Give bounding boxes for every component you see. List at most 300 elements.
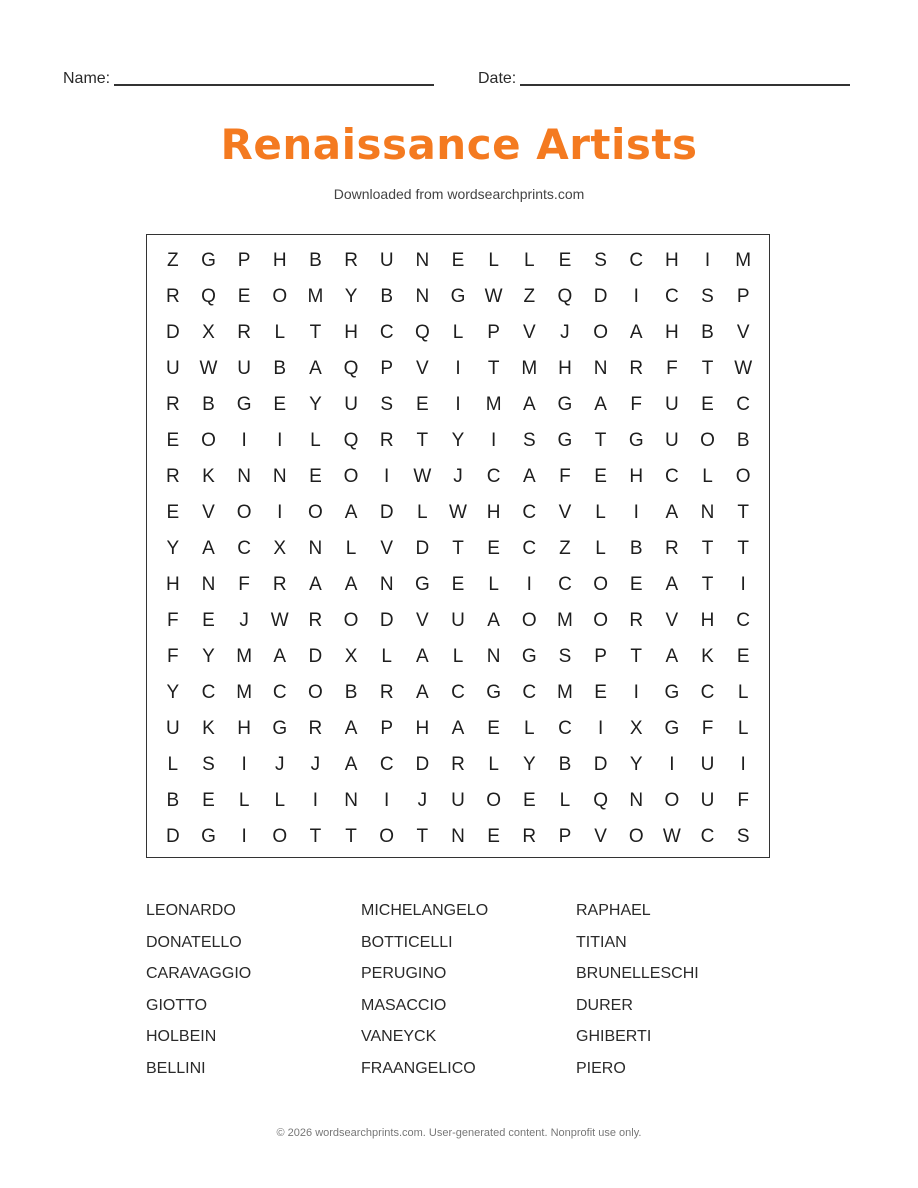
grid-cell[interactable]: Q: [201, 286, 216, 307]
grid-cell[interactable]: E: [451, 250, 465, 271]
grid-cell[interactable]: U: [700, 790, 715, 811]
grid-cell[interactable]: S: [701, 286, 714, 307]
grid-cell[interactable]: V: [416, 610, 429, 631]
date-line[interactable]: [520, 84, 850, 86]
grid-cell[interactable]: V: [594, 826, 607, 847]
grid-cell[interactable]: E: [629, 574, 643, 595]
grid-cell[interactable]: T: [309, 826, 322, 847]
grid-cell[interactable]: D: [415, 538, 430, 559]
grid-cell[interactable]: E: [237, 286, 251, 307]
grid-cell[interactable]: I: [241, 826, 247, 847]
grid-cell[interactable]: W: [484, 286, 503, 307]
grid-cell[interactable]: B: [701, 322, 714, 343]
grid-cell[interactable]: V: [202, 502, 215, 523]
grid-cell[interactable]: X: [629, 718, 643, 739]
grid-cell[interactable]: G: [628, 430, 644, 451]
grid-cell[interactable]: O: [593, 574, 608, 595]
grid-cell[interactable]: R: [379, 430, 394, 451]
grid-cell[interactable]: T: [630, 646, 643, 667]
grid-cell[interactable]: L: [452, 322, 464, 343]
grid-cell[interactable]: N: [237, 466, 251, 487]
grid-cell[interactable]: E: [166, 502, 180, 523]
word-list-item: FRAANGELICO: [361, 1059, 476, 1077]
grid-cell[interactable]: L: [167, 754, 179, 775]
grid-cell[interactable]: I: [241, 754, 247, 775]
grid-cell[interactable]: E: [594, 682, 607, 703]
grid-cell[interactable]: D: [593, 754, 608, 775]
grid-cell[interactable]: D: [379, 502, 394, 523]
grid-cell[interactable]: S: [380, 394, 394, 415]
grid-cell[interactable]: O: [664, 790, 680, 811]
grid-cell[interactable]: E: [522, 790, 536, 811]
word-list-item: CARAVAGGIO: [146, 965, 252, 983]
grid-cell[interactable]: G: [557, 394, 573, 415]
grid-cell[interactable]: G: [664, 682, 680, 703]
grid-cell[interactable]: D: [165, 826, 180, 847]
grid-cell[interactable]: L: [595, 502, 606, 523]
grid-cell[interactable]: Z: [559, 538, 571, 559]
grid-cell[interactable]: I: [740, 754, 746, 775]
grid-cell[interactable]: T: [452, 538, 464, 559]
grid-cell[interactable]: E: [487, 538, 500, 559]
grid-cell[interactable]: M: [557, 610, 573, 631]
grid-cell[interactable]: Y: [344, 286, 358, 307]
grid-cell[interactable]: L: [488, 574, 499, 595]
grid-cell[interactable]: P: [487, 322, 500, 343]
grid-cell[interactable]: A: [665, 502, 679, 523]
grid-cell[interactable]: J: [275, 754, 285, 775]
grid-cell[interactable]: B: [202, 394, 215, 415]
grid-cell[interactable]: N: [593, 358, 608, 379]
grid-cell[interactable]: T: [737, 502, 749, 523]
grid-cell[interactable]: I: [277, 502, 283, 523]
grid-cell[interactable]: B: [273, 358, 287, 379]
grid-cell[interactable]: C: [486, 466, 501, 487]
grid-cell[interactable]: R: [665, 538, 679, 559]
grid-cell[interactable]: G: [450, 286, 466, 307]
grid-cell[interactable]: G: [486, 682, 502, 703]
grid-cell[interactable]: R: [522, 826, 537, 847]
grid-cell[interactable]: D: [165, 322, 180, 343]
grid-cell[interactable]: P: [594, 646, 607, 667]
grid-cell[interactable]: I: [241, 430, 247, 451]
grid-cell[interactable]: G: [521, 646, 537, 667]
name-line[interactable]: [114, 84, 434, 86]
grid-cell[interactable]: H: [165, 574, 180, 595]
grid-cell[interactable]: W: [199, 358, 218, 379]
grid-cell[interactable]: U: [451, 790, 465, 811]
grid-cell[interactable]: R: [379, 682, 394, 703]
grid-cell[interactable]: U: [165, 358, 180, 379]
grid-cell[interactable]: R: [272, 574, 287, 595]
grid-cell[interactable]: H: [558, 358, 572, 379]
grid-cell[interactable]: S: [736, 826, 750, 847]
grid-cell[interactable]: F: [666, 358, 678, 379]
grid-cell[interactable]: R: [165, 466, 180, 487]
grid-cell[interactable]: B: [558, 754, 572, 775]
grid-cell[interactable]: O: [343, 610, 359, 631]
date-field[interactable]: [478, 68, 850, 90]
word-list-item: RAPHAEL: [576, 902, 651, 919]
grid-cell[interactable]: U: [665, 430, 679, 451]
grid-cell[interactable]: O: [735, 466, 751, 487]
grid-cell[interactable]: R: [237, 322, 251, 343]
grid-cell[interactable]: A: [487, 610, 500, 631]
grid-cell[interactable]: A: [629, 322, 643, 343]
grid-cell[interactable]: T: [701, 538, 714, 559]
grid-cell[interactable]: O: [308, 682, 323, 703]
grid-cell[interactable]: Q: [414, 322, 430, 343]
grid-cell[interactable]: E: [166, 430, 180, 451]
grid-cell[interactable]: L: [274, 790, 286, 811]
grid-cell[interactable]: I: [633, 682, 639, 703]
grid-cell[interactable]: I: [669, 754, 675, 775]
grid-cell[interactable]: L: [310, 430, 321, 451]
grid-cell[interactable]: V: [380, 538, 394, 559]
grid-cell[interactable]: C: [237, 538, 251, 559]
grid-cell[interactable]: W: [270, 610, 289, 631]
grid-cell[interactable]: P: [736, 286, 750, 307]
grid-cell[interactable]: G: [236, 394, 252, 415]
grid-cell[interactable]: O: [593, 610, 608, 631]
grid-cell[interactable]: W: [734, 358, 753, 379]
grid-cell[interactable]: A: [344, 718, 358, 739]
grid-cell[interactable]: C: [522, 682, 537, 703]
grid-cell[interactable]: Y: [166, 682, 180, 703]
grid-cell[interactable]: U: [700, 754, 715, 775]
grid-cell[interactable]: E: [701, 394, 714, 415]
grid-cell[interactable]: K: [202, 466, 215, 487]
grid-cell[interactable]: M: [557, 682, 573, 703]
grid-cell[interactable]: I: [633, 502, 639, 523]
grid-cell[interactable]: Q: [343, 430, 359, 451]
grid-cell[interactable]: C: [700, 682, 715, 703]
grid-cell[interactable]: I: [455, 394, 461, 415]
grid-cell[interactable]: A: [665, 646, 679, 667]
grid-cell[interactable]: B: [380, 286, 394, 307]
grid-cell[interactable]: C: [558, 718, 572, 739]
grid-cell[interactable]: C: [451, 682, 465, 703]
grid-cell[interactable]: R: [308, 610, 323, 631]
grid-cell[interactable]: P: [237, 250, 251, 271]
grid-cell[interactable]: W: [413, 466, 432, 487]
grid-cell[interactable]: O: [272, 286, 288, 307]
grid-cell[interactable]: A: [522, 394, 536, 415]
grid-cell[interactable]: E: [736, 646, 750, 667]
grid-cell[interactable]: O: [486, 790, 502, 811]
grid-cell[interactable]: L: [524, 250, 535, 271]
grid-cell[interactable]: C: [558, 574, 572, 595]
grid-cell[interactable]: T: [594, 430, 607, 451]
grid-cell[interactable]: F: [701, 718, 714, 739]
grid-cell[interactable]: H: [272, 250, 287, 271]
grid-cell[interactable]: B: [309, 250, 322, 271]
grid-cell[interactable]: A: [416, 682, 429, 703]
grid-cell[interactable]: H: [629, 466, 644, 487]
grid-cell[interactable]: O: [272, 826, 288, 847]
grid-cell[interactable]: K: [202, 718, 215, 739]
grid-cell[interactable]: L: [345, 538, 357, 559]
grid-cell[interactable]: G: [201, 826, 216, 847]
grid-cell[interactable]: T: [416, 430, 429, 451]
grid-cell[interactable]: D: [308, 646, 323, 667]
grid-cell[interactable]: C: [522, 502, 537, 523]
grid-cell[interactable]: H: [486, 502, 501, 523]
grid-cell[interactable]: Q: [343, 358, 359, 379]
grid-cell[interactable]: I: [455, 358, 461, 379]
word-list-item: BRUNELLESCHI: [576, 965, 699, 983]
grid-cell[interactable]: C: [272, 682, 287, 703]
grid-cell[interactable]: N: [379, 574, 394, 595]
grid-cell[interactable]: H: [700, 610, 715, 631]
grid-cell[interactable]: L: [737, 718, 749, 739]
grid-cell[interactable]: A: [665, 574, 679, 595]
grid-cell[interactable]: H: [344, 322, 358, 343]
grid-cell[interactable]: T: [701, 358, 714, 379]
grid-cell[interactable]: O: [379, 826, 395, 847]
grid-cell[interactable]: U: [665, 394, 679, 415]
grid-cell[interactable]: T: [416, 826, 429, 847]
grid-cell[interactable]: Y: [309, 394, 322, 415]
grid-cell[interactable]: M: [236, 682, 253, 703]
grid-cell[interactable]: E: [273, 394, 287, 415]
grid-cell[interactable]: V: [522, 322, 536, 343]
page-title: Renaissance Artists: [220, 120, 698, 169]
grid-cell[interactable]: D: [593, 286, 608, 307]
grid-cell[interactable]: V: [416, 358, 429, 379]
grid-cell[interactable]: A: [594, 394, 607, 415]
grid-cell[interactable]: I: [312, 790, 319, 811]
grid-cell[interactable]: F: [737, 790, 749, 811]
grid-cell[interactable]: T: [701, 574, 714, 595]
grid-cell[interactable]: E: [487, 826, 500, 847]
grid-cell[interactable]: U: [165, 718, 180, 739]
grid-cell[interactable]: C: [665, 286, 679, 307]
grid-cell[interactable]: G: [557, 430, 573, 451]
grid-cell[interactable]: N: [415, 286, 430, 307]
grid-cell[interactable]: X: [344, 646, 358, 667]
grid-cell[interactable]: C: [379, 754, 394, 775]
grid-cell[interactable]: W: [662, 826, 681, 847]
grid-cell[interactable]: P: [380, 358, 394, 379]
grid-cell[interactable]: O: [236, 502, 252, 523]
grid-cell[interactable]: D: [379, 610, 394, 631]
grid-cell[interactable]: F: [559, 466, 571, 487]
grid-cell[interactable]: B: [166, 790, 180, 811]
grid-cell[interactable]: U: [451, 610, 465, 631]
grid-cell[interactable]: U: [344, 394, 358, 415]
grid-cell[interactable]: H: [665, 322, 679, 343]
grid-cell[interactable]: D: [415, 754, 430, 775]
grid-cell[interactable]: L: [524, 718, 535, 739]
grid-cell[interactable]: J: [239, 610, 249, 631]
grid-cell[interactable]: Z: [523, 286, 536, 307]
grid-cell[interactable]: V: [736, 322, 750, 343]
grid-cell[interactable]: C: [629, 250, 644, 271]
grid-cell[interactable]: S: [522, 430, 536, 451]
grid-cell[interactable]: A: [344, 502, 358, 523]
grid-cell[interactable]: A: [309, 574, 322, 595]
grid-cell[interactable]: R: [629, 358, 644, 379]
grid-cell[interactable]: N: [415, 250, 430, 271]
grid-cell[interactable]: E: [202, 610, 215, 631]
grid-cell[interactable]: C: [736, 394, 751, 415]
grid-cell[interactable]: Q: [557, 286, 573, 307]
grid-cell[interactable]: N: [700, 502, 715, 523]
grid-cell[interactable]: F: [630, 394, 643, 415]
grid-cell[interactable]: W: [449, 502, 467, 523]
grid-cell[interactable]: S: [558, 646, 572, 667]
grid-cell[interactable]: A: [344, 574, 358, 595]
grid-cell[interactable]: C: [700, 826, 715, 847]
grid-cell[interactable]: M: [485, 394, 502, 415]
grid-cell[interactable]: H: [415, 718, 430, 739]
grid-cell[interactable]: U: [379, 250, 394, 271]
grid-cell[interactable]: Y: [629, 754, 643, 775]
grid-cell[interactable]: G: [272, 718, 288, 739]
grid-cell[interactable]: N: [451, 826, 465, 847]
grid-cell[interactable]: R: [629, 610, 644, 631]
grid-cell[interactable]: M: [521, 358, 538, 379]
grid-cell[interactable]: L: [702, 466, 713, 487]
grid-cell[interactable]: X: [202, 322, 215, 343]
grid-cell[interactable]: O: [343, 466, 359, 487]
grid-cell[interactable]: O: [308, 502, 323, 523]
grid-cell[interactable]: E: [558, 250, 572, 271]
grid-cell[interactable]: I: [633, 286, 639, 307]
grid-cell[interactable]: I: [597, 718, 604, 739]
grid-cell[interactable]: O: [521, 610, 537, 631]
grid-cell[interactable]: I: [277, 430, 283, 451]
grid-cell[interactable]: F: [238, 574, 250, 595]
grid-cell[interactable]: L: [488, 250, 499, 271]
grid-cell[interactable]: F: [167, 610, 179, 631]
grid-cell[interactable]: S: [594, 250, 607, 271]
grid-cell[interactable]: G: [664, 718, 680, 739]
grid-cell[interactable]: C: [736, 610, 751, 631]
grid-cell[interactable]: N: [344, 790, 358, 811]
grid-cell[interactable]: L: [737, 682, 749, 703]
grid-cell[interactable]: R: [165, 286, 180, 307]
grid-cell[interactable]: V: [665, 610, 679, 631]
grid-cell[interactable]: N: [272, 466, 287, 487]
grid-cell[interactable]: V: [558, 502, 572, 523]
grid-cell[interactable]: M: [307, 286, 324, 307]
grid-cell[interactable]: K: [701, 646, 714, 667]
grid-cell[interactable]: N: [486, 646, 501, 667]
grid-cell[interactable]: A: [309, 358, 322, 379]
grid-cell[interactable]: Y: [451, 430, 465, 451]
grid-cell[interactable]: Y: [202, 646, 215, 667]
grid-cell[interactable]: L: [238, 790, 250, 811]
grid-cell[interactable]: J: [453, 466, 463, 487]
grid-cell[interactable]: B: [344, 682, 358, 703]
grid-cell[interactable]: N: [201, 574, 216, 595]
grid-cell[interactable]: L: [381, 646, 392, 667]
grid-cell[interactable]: O: [593, 322, 608, 343]
grid-cell[interactable]: U: [237, 358, 251, 379]
grid-cell[interactable]: L: [559, 790, 571, 811]
grid-cell[interactable]: G: [414, 574, 430, 595]
grid-cell[interactable]: J: [560, 322, 570, 343]
grid-cell[interactable]: E: [416, 394, 429, 415]
grid-cell[interactable]: Z: [167, 250, 179, 271]
grid-cell[interactable]: O: [700, 430, 715, 451]
grid-cell[interactable]: T: [309, 322, 322, 343]
grid-cell[interactable]: Y: [166, 538, 180, 559]
grid-cell[interactable]: Q: [593, 790, 608, 811]
grid-cell[interactable]: I: [740, 574, 746, 595]
grid-cell[interactable]: I: [526, 574, 532, 595]
grid-cell[interactable]: A: [273, 646, 287, 667]
grid-cell[interactable]: C: [665, 466, 679, 487]
grid-cell[interactable]: H: [237, 718, 251, 739]
grid-cell[interactable]: F: [167, 646, 179, 667]
grid-cell[interactable]: N: [308, 538, 323, 559]
word-list-item: PIERO: [576, 1059, 626, 1077]
grid-cell[interactable]: P: [380, 718, 394, 739]
grid-cell[interactable]: C: [201, 682, 216, 703]
grid-cell[interactable]: M: [735, 250, 752, 271]
grid-cell[interactable]: N: [629, 790, 644, 811]
grid-cell[interactable]: L: [488, 754, 499, 775]
grid-cell[interactable]: L: [452, 646, 464, 667]
grid-cell[interactable]: B: [629, 538, 643, 559]
grid-cell[interactable]: E: [451, 574, 465, 595]
grid-cell[interactable]: G: [201, 250, 216, 271]
grid-cell[interactable]: A: [522, 466, 536, 487]
grid-cell[interactable]: C: [522, 538, 537, 559]
grid-cell[interactable]: S: [202, 754, 215, 775]
grid-cell[interactable]: R: [165, 394, 180, 415]
grid-cell[interactable]: J: [310, 754, 321, 775]
grid-cell[interactable]: M: [236, 646, 253, 667]
grid-cell[interactable]: A: [344, 754, 358, 775]
grid-cell[interactable]: C: [379, 322, 394, 343]
grid-cell[interactable]: L: [417, 502, 428, 523]
grid-cell[interactable]: T: [737, 538, 749, 559]
grid-cell[interactable]: J: [417, 790, 428, 811]
grid-cell[interactable]: E: [594, 466, 607, 487]
grid-cell[interactable]: R: [308, 718, 323, 739]
grid-cell[interactable]: I: [384, 466, 390, 487]
grid-cell[interactable]: I: [384, 790, 390, 811]
grid-cell[interactable]: T: [487, 358, 500, 379]
grid-cell[interactable]: A: [451, 718, 465, 739]
page-footer: © 2026 wordsearchprints.com. User-generated content. Nonprofit use only.: [276, 1127, 642, 1139]
grid-cell[interactable]: H: [665, 250, 679, 271]
grid-cell[interactable]: Y: [522, 754, 536, 775]
grid-cell[interactable]: O: [628, 826, 644, 847]
grid-cell[interactable]: L: [595, 538, 606, 559]
grid-cell[interactable]: E: [202, 790, 215, 811]
grid-cell[interactable]: E: [309, 466, 322, 487]
grid-cell[interactable]: P: [558, 826, 572, 847]
grid-cell[interactable]: I: [491, 430, 497, 451]
grid-cell[interactable]: R: [451, 754, 465, 775]
name-field[interactable]: [63, 68, 434, 90]
grid-cell[interactable]: A: [202, 538, 215, 559]
grid-cell[interactable]: X: [273, 538, 287, 559]
grid-cell[interactable]: O: [201, 430, 216, 451]
grid-cell[interactable]: L: [274, 322, 286, 343]
grid-cell[interactable]: A: [416, 646, 429, 667]
grid-cell[interactable]: B: [736, 430, 750, 451]
grid-cell[interactable]: E: [487, 718, 500, 739]
grid-cell[interactable]: R: [344, 250, 358, 271]
grid-cell[interactable]: T: [345, 826, 357, 847]
grid-cell[interactable]: I: [704, 250, 711, 271]
